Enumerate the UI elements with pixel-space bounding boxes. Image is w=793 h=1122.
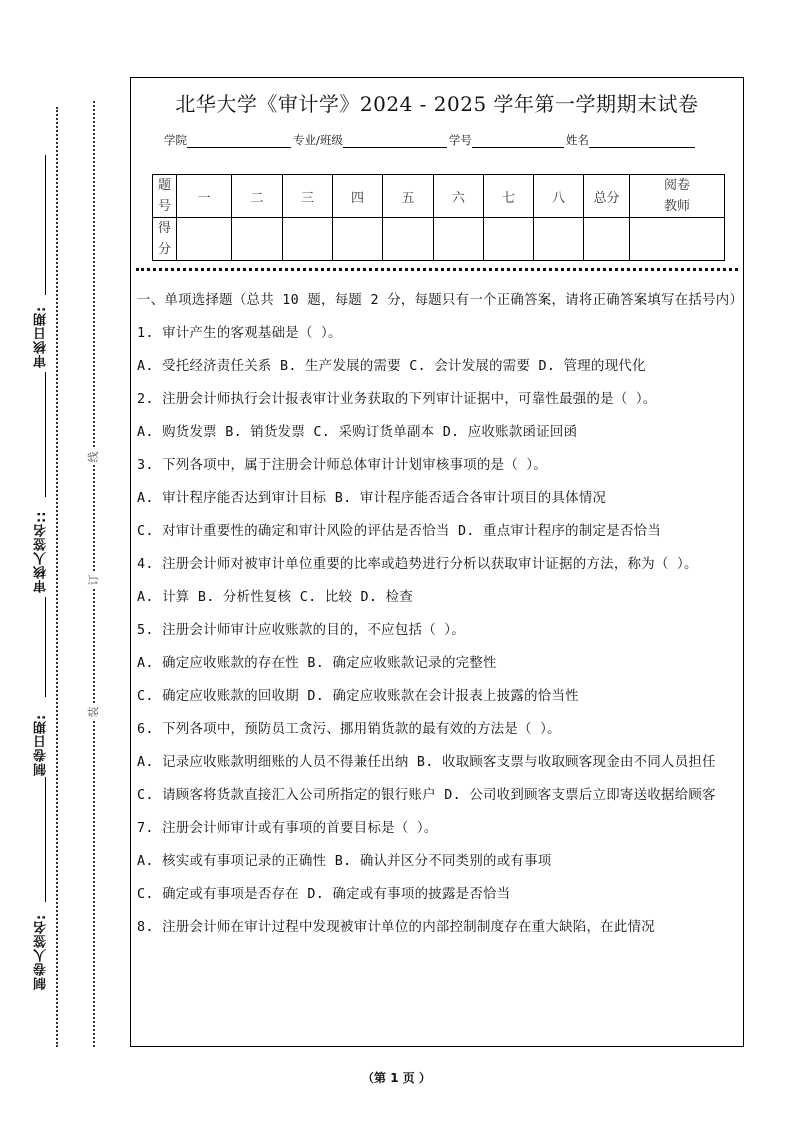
col-4: 四 xyxy=(333,175,383,218)
score-cell-6[interactable] xyxy=(434,218,484,261)
score-header xyxy=(153,218,177,261)
prepare-date-line xyxy=(45,597,46,697)
col-3: 三 xyxy=(283,175,333,218)
score-cell-3[interactable] xyxy=(283,218,333,261)
prepare-date-label: 制卷日期: xyxy=(34,713,49,776)
col-7: 七 xyxy=(484,175,534,218)
score-cell-1[interactable] xyxy=(177,218,232,261)
question-3-options-ab: A. 审计程序能否达到审计目标 B. 审计程序能否适合各审计项目的具体情况 xyxy=(137,491,607,506)
col-2: 二 xyxy=(232,175,283,218)
col-1: 一 xyxy=(177,175,232,218)
col-8: 八 xyxy=(534,175,584,218)
score-cell-grader[interactable] xyxy=(630,218,725,261)
grader-label-line1: 阅卷 xyxy=(663,178,690,193)
question-5-stem: 5. 注册会计师审计应收账款的目的，不应包括（ ）。 xyxy=(137,623,465,638)
name-field[interactable] xyxy=(589,135,695,148)
score-cell-2[interactable] xyxy=(232,218,283,261)
question-number-header xyxy=(153,175,177,218)
binding-word-xian: 线 xyxy=(87,449,101,465)
grader-label-line2: 教师 xyxy=(663,199,690,214)
question-5-options-ab: A. 确定应收账款的存在性 B. 确定应收账款记录的完整性 xyxy=(137,656,497,671)
question-5-options-cd: C. 确定应收账款的回收期 D. 确定应收账款在会计报表上披露的恰当性 xyxy=(137,689,579,704)
question-2-stem: 2. 注册会计师执行会计报表审计业务获取的下列审计证据中，可靠性最强的是（ ）。 xyxy=(137,392,657,407)
college-label: 学院 xyxy=(164,133,187,147)
score-cell-7[interactable] xyxy=(484,218,534,261)
score-table xyxy=(152,174,725,261)
preparer-signature-line xyxy=(45,777,46,902)
col-5: 五 xyxy=(383,175,434,218)
question-6-options-cd: C. 请顾客将货款直接汇入公司所指定的银行账户 D. 公司收到顾客支票后立即寄送收据给顾客 xyxy=(137,788,716,803)
section-heading: 一、单项选择题（总共 10 题，每题 2 分，每题只有一个正确答案，请将正确答案填写在括号内） xyxy=(137,293,744,308)
score-cell-4[interactable] xyxy=(333,218,383,261)
college-field[interactable] xyxy=(187,135,291,148)
row-label-ti: 题 xyxy=(157,178,171,193)
student-info-row xyxy=(164,132,697,148)
exam-page-frame xyxy=(130,77,744,1047)
question-8-stem: 8. 注册会计师在审计过程中发现被审计单位的内部控制制度存在重大缺陷，在此情况 xyxy=(137,920,655,935)
question-7-options-ab: A. 核实或有事项记录的正确性 B. 确认并区分不同类别的或有事项 xyxy=(137,854,552,869)
question-6-stem: 6. 下列各项中，预防员工贪污、挪用销货款的最有效的方法是（ ）。 xyxy=(137,722,561,737)
binding-word-ding: 订 xyxy=(87,572,101,588)
col-6: 六 xyxy=(434,175,484,218)
score-row xyxy=(153,218,725,261)
major-class-field[interactable] xyxy=(343,135,447,148)
student-id-label: 学号 xyxy=(448,133,472,147)
question-7-stem: 7. 注册会计师审计或有事项的首要目标是（ ）。 xyxy=(137,821,438,836)
section-divider-dotted xyxy=(136,268,738,271)
row-label-hao: 号 xyxy=(157,199,171,214)
question-1-stem: 1. 审计产生的客观基础是（ ）。 xyxy=(137,326,342,341)
col-grader xyxy=(630,175,725,218)
exam-title: 北华大学《审计学》2024 - 2025 学年第一学期期末试卷 xyxy=(175,92,699,116)
question-3-options-cd: C. 对审计重要性的确定和审计风险的评估是否恰当 D. 重点审计程序的制定是否恰当 xyxy=(137,524,662,539)
row-label-de: 得 xyxy=(157,221,171,236)
preparer-signature-label: 制卷人签名: xyxy=(34,913,49,990)
major-class-label: 专业/班级 xyxy=(293,133,343,147)
page-number: （第 1 页 ） xyxy=(362,1071,431,1085)
question-4-stem: 4. 注册会计师对被审计单位重要的比率或趋势进行分析以获取审计证据的方法，称为（ ）。 xyxy=(137,557,698,572)
question-2-options: A. 购货发票 B. 销货发票 C. 采购订货单副本 D. 应收账款函证回函 xyxy=(137,425,578,440)
question-3-stem: 3. 下列各项中，属于注册会计师总体审计计划审核事项的是（ ）。 xyxy=(137,458,548,473)
binding-word-zhuang: 装 xyxy=(87,704,101,720)
name-label: 姓名 xyxy=(565,133,589,147)
question-6-options-ab: A. 记录应收账款明细账的人员不得兼任出纳 B. 收取顾客支票与收取顾客现金由不同人员担任 xyxy=(137,755,716,770)
review-date-label: 审核日期: xyxy=(34,305,49,368)
question-1-options: A. 受托经济责任关系 B. 生产发展的需要 C. 会计发展的需要 D. 管理的现代化 xyxy=(137,359,646,374)
score-cell-5[interactable] xyxy=(383,218,434,261)
question-4-options: A. 计算 B. 分析性复核 C. 比较 D. 检查 xyxy=(137,590,414,605)
review-date-line xyxy=(45,155,46,295)
binding-dotted-line-outer xyxy=(56,107,58,1047)
reviewer-signature-label: 审核人签名:: xyxy=(34,510,49,593)
row-label-fen: 分 xyxy=(157,242,171,257)
score-cell-total[interactable] xyxy=(584,218,630,261)
col-total: 总分 xyxy=(584,175,630,218)
score-cell-8[interactable] xyxy=(534,218,584,261)
question-7-options-cd: C. 确定或有事项是否存在 D. 确定或有事项的披露是否恰当 xyxy=(137,887,511,902)
reviewer-signature-line xyxy=(45,372,46,497)
student-id-field[interactable] xyxy=(472,135,564,148)
exam-content xyxy=(137,290,744,950)
question-number-row xyxy=(153,175,725,218)
